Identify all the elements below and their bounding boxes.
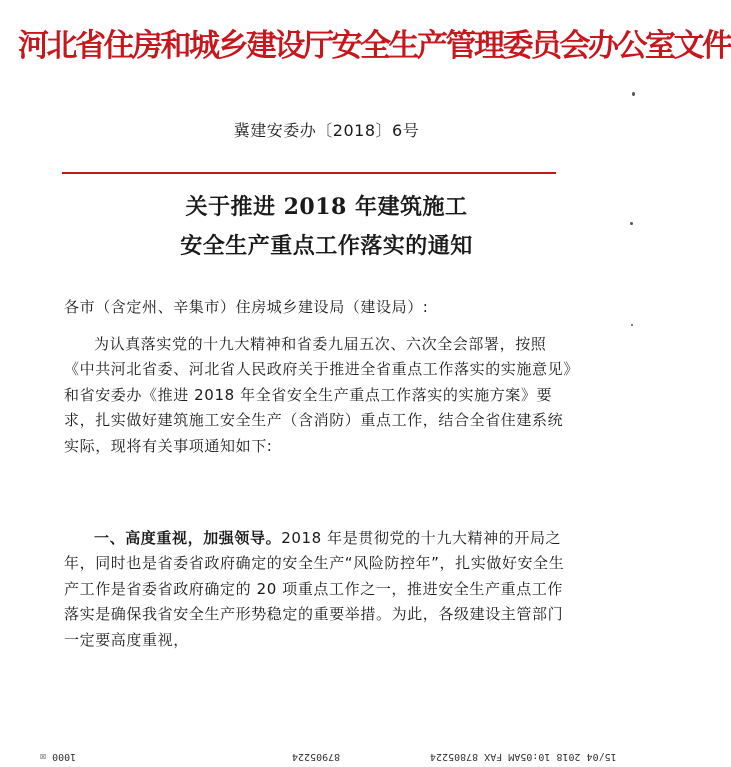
section-1-heading: 一、高度重视，加强领导。 [94, 529, 282, 547]
scan-speck [631, 324, 633, 326]
document-number: 冀建安委办〔2018〕6号 [233, 121, 420, 140]
scan-speck [630, 222, 633, 225]
notice-title-line-1: 关于推进 2018 年建筑施工 [185, 194, 468, 220]
letterhead-title: 河北省住房和城乡建设厅安全生产管理委员会办公室文件 [18, 28, 731, 64]
fax-page-number: 1000 ☒ [40, 751, 77, 762]
notice-title-line-2: 安全生产重点工作落实的通知 [180, 233, 473, 259]
fax-header-line: 15/04 2018 10:05AM FAX 87805224 [430, 751, 617, 762]
paragraph-section-1 [64, 526, 574, 653]
fax-number: 87905224 [292, 751, 341, 762]
paragraph-intro: 为认真落实党的十九大精神和省委九届五次、六次全会部署，按照《中共河北省委、河北省人民政府关于推进全省重点工作落实的实施意见》和省安委办《推进 2018 年全省安全生产重点工作落实的实施方案》要求，扎实做好建筑施工安全生产（含消防）重点工作，结合全省住建系统实际，现将有关事项通知如下: [64, 335, 572, 455]
section-1-text: 2018 年是贯彻党的十九大精神的开局之年，同时也是省委省政府确定的安全生产“风险防控年”，扎实做好安全生产工作是省委省政府确定的 20 项重点工作之一，推进安全生产重点工作落实是确保我省安全生产形势稳定的重要举措。为此，各级建设主管部门一定要高度重视， [64, 529, 565, 649]
scan-speck [632, 92, 635, 96]
salutation: 各市（含定州、辛集市）住房城乡建设局（建设局）: [64, 298, 429, 316]
red-divider [62, 172, 556, 174]
